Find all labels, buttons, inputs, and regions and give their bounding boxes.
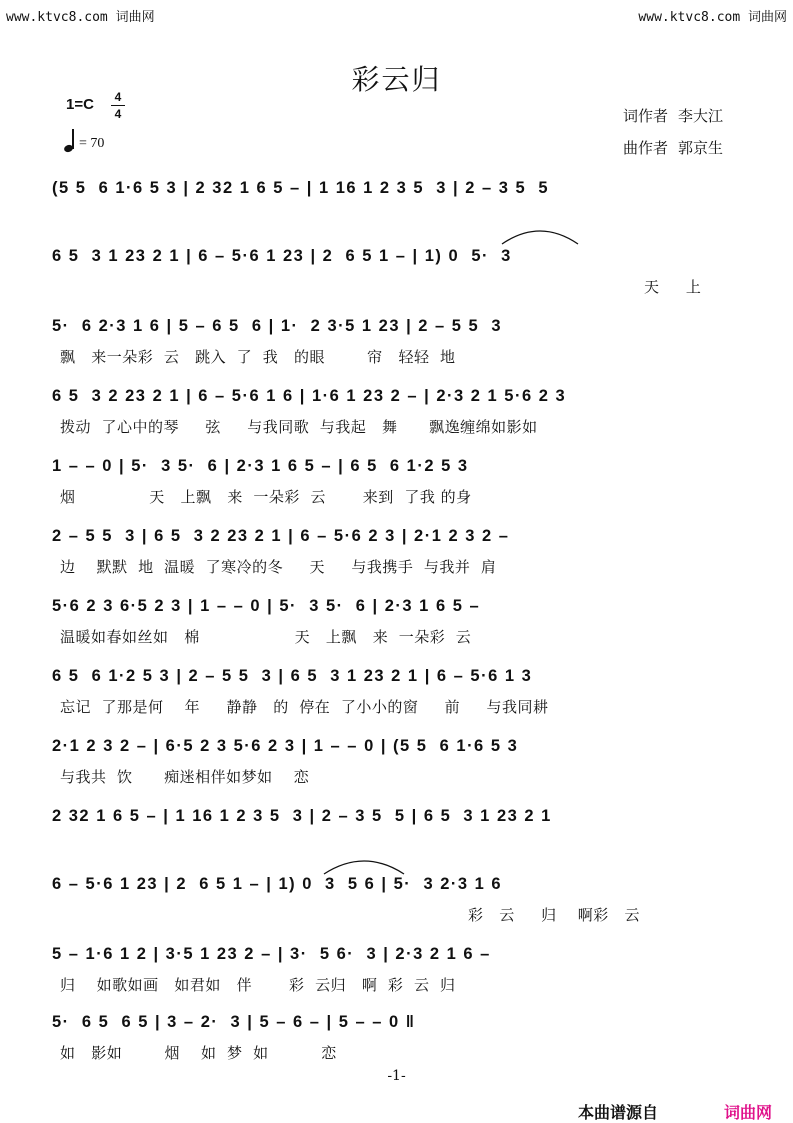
tie-mark [322, 852, 406, 876]
meter-divider [111, 105, 125, 106]
lyric-line: 烟 天 上飘 来 一朵彩 云 来到 了我 的身 [60, 488, 472, 506]
score-row [52, 240, 732, 296]
credits [623, 100, 733, 164]
source-label: 本曲谱源自 [578, 1103, 659, 1122]
lyricist-credit [623, 100, 733, 132]
score-row [52, 938, 732, 994]
notation-line: (5 5 6 1·6 5 3 | 2 32 1 6 5 – | 1 16 1 2 3 5 3 | 2 – 3 5 5 [52, 179, 550, 197]
key-signature: 1=C [66, 96, 94, 113]
lyric-line: 温暖如春如丝如 棉 天 上飘 来 一朵彩 云 [60, 628, 472, 646]
notation-line: 5· 6 5 6 5 | 3 – 2· 3 | 5 – 6 – | 5 – – 0 ‖ [52, 1013, 416, 1031]
notation-line: 6 5 3 2 23 2 1 | 6 – 5·6 1 6 | 1·6 1 23 2 – | 2·3 2 1 5·6 2 3 [52, 387, 567, 405]
score-row [52, 172, 732, 200]
watermark-right: www.ktvc8.com 词曲网 [638, 10, 787, 25]
notation-line: 2·1 2 3 2 – | 6·5 2 3 5·6 2 3 | 1 – – 0 | (5 5 6 1·6 5 3 [52, 737, 519, 755]
lyric-line: 归 如歌如画 如君如 伴 彩 云归 啊 彩 云 归 [60, 976, 456, 994]
time-signature [111, 90, 125, 121]
quarter-note-icon [64, 128, 76, 152]
lyric-line: 边 默默 地 温暖 了寒冷的冬 天 与我携手 与我并 肩 [60, 558, 497, 576]
lyric-line: 天 上 [644, 278, 702, 296]
tempo-value: = 70 [79, 136, 105, 151]
notation-line: 5· 6 2·3 1 6 | 5 – 6 5 6 | 1· 2 3·5 1 23 | 2 – 5 5 3 [52, 317, 503, 335]
score-row [52, 380, 732, 436]
lyric-line: 彩 云 归 啊彩 云 [468, 906, 641, 924]
notation-line: 5 – 1·6 1 2 | 3·5 1 23 2 – | 3· 5 6· 3 | 2·3 2 1 6 – [52, 945, 491, 963]
notation-line: 6 5 3 1 23 2 1 | 6 – 5·6 1 23 | 2 6 5 1 – | 1) 0 5· 3 [52, 247, 512, 265]
composer-credit [623, 132, 733, 164]
notation-line: 5·6 2 3 6·5 2 3 | 1 – – 0 | 5· 3 5· 6 | 2·3 1 6 5 – [52, 597, 481, 615]
score-row [52, 590, 732, 646]
notation-line: 6 – 5·6 1 23 | 2 6 5 1 – | 1) 0 3 5 6 | 5· 3 2·3 1 6 [52, 875, 503, 893]
composer-role: 曲作者 [622, 139, 668, 157]
lyricist-role: 词作者 [622, 107, 668, 125]
score-row [52, 310, 732, 366]
meter-top: 4 [114, 90, 122, 104]
lyric-line: 飘 来一朵彩 云 跳入 了 我 的眼 帘 轻轻 地 [60, 348, 456, 366]
score-row [52, 730, 732, 786]
lyricist-name: 李大江 [677, 107, 723, 125]
score-row [52, 660, 732, 716]
notation-line: 1 – – 0 | 5· 3 5· 6 | 2·3 1 6 5 – | 6 5 6 1·2 5 3 [52, 457, 469, 475]
notation-line: 6 5 6 1·2 5 3 | 2 – 5 5 3 | 6 5 3 1 23 2 1 | 6 – 5·6 1 3 [52, 667, 533, 685]
score-row [52, 520, 732, 576]
lyric-line: 忘记 了那是何 年 静静 的 停在 了小小的窗 前 与我同耕 [60, 698, 549, 716]
source-brand[interactable]: 词曲网 [724, 1103, 773, 1122]
tempo-marking [64, 128, 104, 152]
lyric-line: 如 影如 烟 如 梦 如 恋 [60, 1044, 337, 1062]
score-row [52, 450, 732, 506]
notation-line: 2 32 1 6 5 – | 1 16 1 2 3 5 3 | 2 – 3 5 5 | 6 5 3 1 23 2 1 [52, 807, 552, 825]
score-row [52, 800, 732, 828]
song-title: 彩云归 [351, 63, 442, 96]
tie-mark [500, 222, 580, 246]
notation-line: 2 – 5 5 3 | 6 5 3 2 23 2 1 | 6 – 5·6 2 3 | 2·1 2 3 2 – [52, 527, 510, 545]
lyric-line: 拨动 了心中的琴 弦 与我同歌 与我起 舞 飘逸缠绵如影如 [60, 418, 538, 436]
page-number: -1- [387, 1068, 406, 1084]
composer-name: 郭京生 [677, 139, 723, 157]
watermark-left: www.ktvc8.com 词曲网 [6, 10, 155, 25]
meter-bottom: 4 [114, 107, 122, 121]
score-row [52, 1006, 732, 1062]
lyric-line: 与我共 饮 痴迷相伴如梦如 恋 [60, 768, 310, 786]
